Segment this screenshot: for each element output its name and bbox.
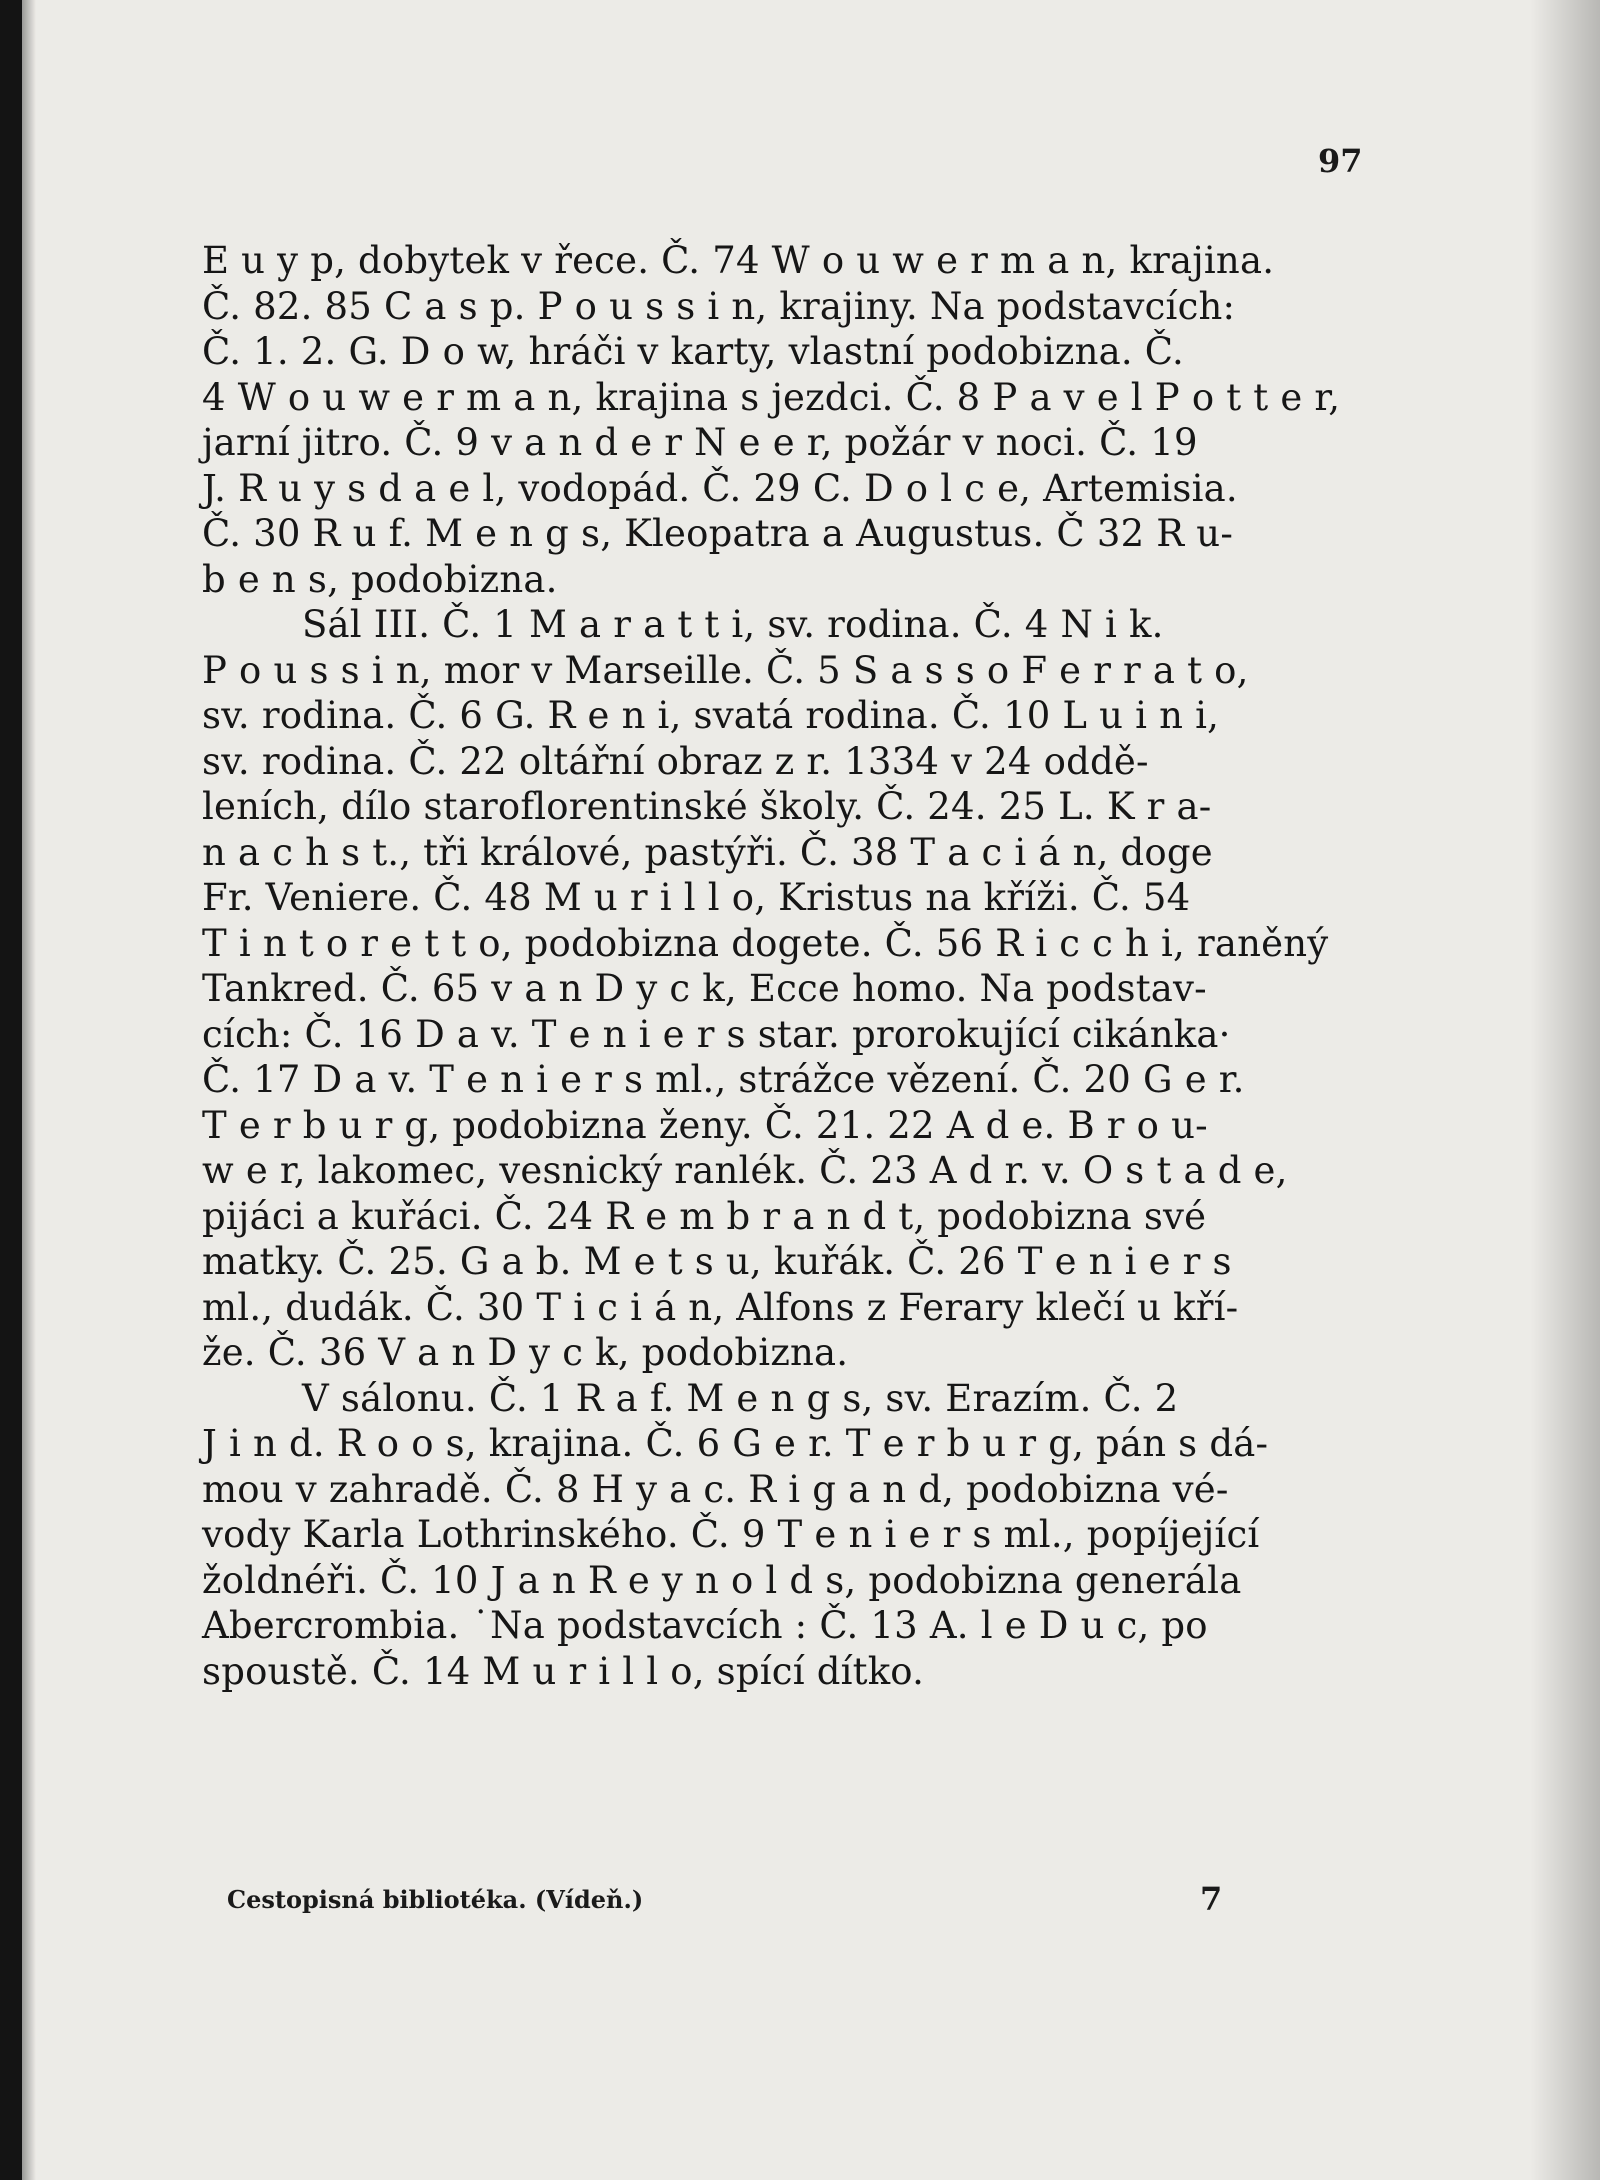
- text-line: matky. Č. 25. G a b. M e t s u, kuřák. Č. 26 T e n i e r s: [202, 1240, 1232, 1283]
- text-line: J i n d. R o o s, krajina. Č. 6 G e r. T e r b u r g, pán s dá-: [202, 1422, 1269, 1465]
- text-line: Abercrombia. ˙Na podstavcích : Č. 13 A. l e D u c, po: [202, 1604, 1208, 1647]
- text-line: T i n t o r e t t o, podobizna dogete. Č. 56 R i c c h i, raněný: [202, 921, 1329, 965]
- text-line: pijáci a kuřáci. Č. 24 R e m b r a n d t, podobizna své: [202, 1194, 1207, 1238]
- text-line: Č. 82. 85 C a s p. P o u s s i n, krajiny. Na podstavcích:: [202, 284, 1236, 328]
- text-line: jarní jitro. Č. 9 v a n d e r N e e r, požár v noci. Č. 19: [202, 421, 1198, 464]
- page-number: 97: [1318, 142, 1363, 180]
- text-line: Č. 17 D a v. T e n i e r s ml., strážce vězení. Č. 20 G e r.: [202, 1058, 1245, 1101]
- text-line: b e n s, podobizna.: [202, 557, 558, 601]
- text-line: spoustě. Č. 14 M u r i l l o, spící dítko.: [202, 1649, 925, 1693]
- text-line: w e r, lakomec, vesnický ranlék. Č. 23 A d r. v. O s t a d e,: [202, 1149, 1288, 1192]
- text-line-indented: Sál III. Č. 1 M a r a t t i, sv. rodina. Č. 4 N i k.: [302, 603, 1164, 646]
- text-line: vody Karla Lothrinského. Č. 9 T e n i e r s ml., popíjející: [202, 1513, 1260, 1556]
- text-line: P o u s s i n, mor v Marseille. Č. 5 S a s s o F e r r a t o,: [202, 648, 1249, 692]
- signature-mark: 7: [1200, 1880, 1223, 1918]
- text-line: Tankred. Č. 65 v a n D y c k, Ecce homo. Na podstav-: [202, 967, 1207, 1010]
- footer-publisher: Cestopisná bibliotéka. (Vídeň.): [227, 1885, 644, 1914]
- text-line: Č. 30 R u f. M e n g s, Kleopatra a Augustus. Č 32 R u-: [202, 512, 1234, 555]
- text-line: J. R u y s d a e l, vodopád. Č. 29 C. D o l c e, Artemisia.: [202, 466, 1238, 510]
- text-line: mou v zahradě. Č. 8 H y a c. R i g a n d, podobizna vé-: [202, 1467, 1229, 1511]
- text-line: Fr. Veniere. Č. 48 M u r i l l o, Kristus na kříži. Č. 54: [202, 876, 1191, 919]
- book-page: [22, 0, 1600, 2180]
- text-line: n a c h s t., tři králové, pastýři. Č. 38 T a c i á n, doge: [202, 830, 1213, 874]
- text-line: E u y p, dobytek v řece. Č. 74 W o u w e r m a n, krajina.: [202, 239, 1275, 282]
- body-text: [202, 238, 1382, 1694]
- text-line: žoldnéři. Č. 10 J a n R e y n o l d s, podobizna generála: [202, 1558, 1242, 1602]
- page-left-edge: [22, 0, 36, 2180]
- text-line-indented: V sálonu. Č. 1 R a f. M e n g s, sv. Erazím. Č. 2: [302, 1376, 1179, 1420]
- page-right-shadow: [1530, 0, 1600, 2180]
- text-line: sv. rodina. Č. 6 G. R e n i, svatá rodina. Č. 10 L u i n i,: [202, 694, 1220, 737]
- text-line: Č. 1. 2. G. D o w, hráči v karty, vlastní podobizna. Č.: [202, 330, 1184, 373]
- text-line: leních, dílo staroflorentinské školy. Č. 24. 25 L. K r a-: [202, 785, 1212, 828]
- text-line: sv. rodina. Č. 22 oltářní obraz z r. 1334 v 24 oddě-: [202, 739, 1149, 783]
- text-line: že. Č. 36 V a n D y c k, podobizna.: [202, 1331, 849, 1374]
- text-line: ml., dudák. Č. 30 T i c i á n, Alfons z Ferary klečí u kří-: [202, 1285, 1239, 1329]
- text-line: 4 W o u w e r m a n, krajina s jezdci. Č. 8 P a v e l P o t t e r,: [202, 375, 1341, 419]
- text-line: cích: Č. 16 D a v. T e n i e r s star. prorokující cikánka·: [202, 1012, 1231, 1056]
- text-line: T e r b u r g, podobizna ženy. Č. 21. 22 A d e. B r o u-: [202, 1103, 1208, 1147]
